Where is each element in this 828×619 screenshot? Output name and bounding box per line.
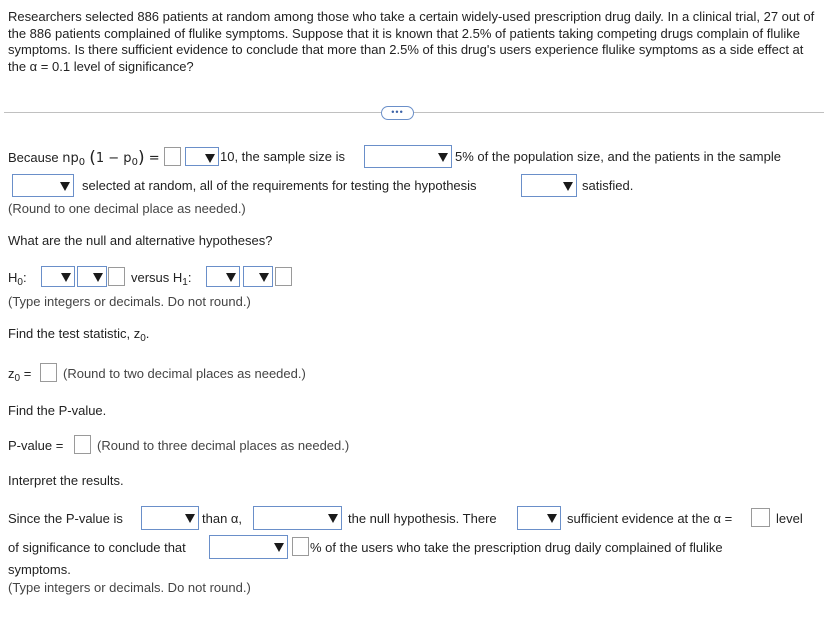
symptoms-text: symptoms. bbox=[8, 562, 71, 577]
h1-parameter-dropdown[interactable] bbox=[206, 266, 240, 287]
h0-operator-dropdown[interactable] bbox=[77, 266, 107, 287]
np-comparison-dropdown[interactable] bbox=[185, 147, 219, 166]
percent-users-text: % of the users who take the prescription drug daily complained of flulike bbox=[310, 540, 723, 555]
pvalue-label: P-value = bbox=[8, 438, 64, 453]
requirements-line-1-prefix bbox=[8, 149, 160, 168]
chevron-down-icon bbox=[226, 273, 236, 282]
patients-selected-dropdown[interactable] bbox=[12, 174, 74, 197]
than-alpha-text: than α, bbox=[202, 511, 243, 526]
show-more-button[interactable]: ••• bbox=[381, 106, 414, 120]
chevron-down-icon bbox=[274, 543, 284, 552]
h0-value-input[interactable] bbox=[108, 267, 125, 286]
question-text: Researchers selected 886 patients at random among those who take a certain widely-used prescription drug daily. In a clinical trial, 27 out of the 886 patients complained of flulike symptoms. Suppose that it is known that 2.5% of patients taking competing drugs complain of flulike symptoms. Is there sufficient evidence to conclude that more than 2.5% of this drug's users experience flulike symptoms as a side effect at the α = 0.1 level of significance? bbox=[8, 9, 815, 74]
test-statistic-hint: (Round to two decimal places as needed.) bbox=[63, 366, 306, 381]
pvalue-comparison-dropdown[interactable] bbox=[141, 506, 199, 530]
percent-value-input[interactable] bbox=[292, 537, 309, 556]
h0-label: $H_0$: bbox=[8, 270, 27, 288]
satisfied-text: satisfied. bbox=[582, 178, 634, 193]
requirements-satisfied-dropdown[interactable] bbox=[521, 174, 577, 197]
chevron-down-icon bbox=[205, 154, 215, 163]
z0-label: $z_0$ = bbox=[8, 366, 32, 384]
chevron-down-icon bbox=[185, 514, 195, 523]
null-hypothesis-text: the null hypothesis. There bbox=[348, 511, 497, 526]
level-text: level bbox=[776, 511, 803, 526]
chevron-down-icon bbox=[60, 182, 70, 191]
versus-h1-label: versus $H_1$: bbox=[131, 270, 192, 288]
decision-dropdown[interactable] bbox=[253, 506, 342, 530]
test-statistic-input[interactable] bbox=[40, 363, 57, 382]
sufficient-evidence-text: sufficient evidence at the α = bbox=[567, 511, 733, 526]
ten-sample-text: 10, the sample size is bbox=[220, 149, 346, 164]
h1-value-input[interactable] bbox=[275, 267, 292, 286]
of-significance-text: of significance to conclude that bbox=[8, 540, 186, 555]
selected-text: selected at random, all of the requirements for testing the hypothesis bbox=[82, 178, 477, 193]
because-label: Because bbox=[8, 150, 59, 165]
chevron-down-icon bbox=[438, 153, 448, 162]
conclusion-comparison-dropdown[interactable] bbox=[209, 535, 288, 559]
interpret-question: Interpret the results. bbox=[8, 473, 124, 488]
since-pvalue-text: Since the P-value is bbox=[8, 511, 123, 526]
chevron-down-icon bbox=[547, 514, 557, 523]
population-text: 5% of the population size, and the patients in the sample bbox=[455, 149, 781, 164]
chevron-down-icon bbox=[61, 273, 71, 282]
hypotheses-hint: (Type integers or decimals. Do not round.) bbox=[8, 294, 251, 309]
section-divider bbox=[4, 112, 824, 113]
h1-operator-dropdown[interactable] bbox=[243, 266, 273, 287]
chevron-down-icon bbox=[328, 514, 338, 523]
pvalue-hint: (Round to three decimal places as needed.) bbox=[97, 438, 350, 453]
sample-size-dropdown[interactable] bbox=[364, 145, 452, 168]
round-one-hint: (Round to one decimal place as needed.) bbox=[8, 201, 246, 216]
np-formula: $np_0$ $(1 - p_0)$ = bbox=[62, 148, 160, 168]
pvalue-input[interactable] bbox=[74, 435, 91, 454]
interpret-hint: (Type integers or decimals. Do not round.) bbox=[8, 580, 251, 595]
chevron-down-icon bbox=[563, 182, 573, 191]
chevron-down-icon bbox=[259, 273, 269, 282]
test-statistic-question: Find the test statistic, $z_0$. bbox=[8, 326, 150, 344]
evidence-dropdown[interactable] bbox=[517, 506, 561, 530]
chevron-down-icon bbox=[93, 273, 103, 282]
h0-parameter-dropdown[interactable] bbox=[41, 266, 75, 287]
alpha-level-input[interactable] bbox=[751, 508, 770, 527]
hypotheses-question: What are the null and alternative hypotheses? bbox=[8, 233, 273, 248]
np-value-input[interactable] bbox=[164, 147, 181, 166]
pvalue-question: Find the P-value. bbox=[8, 403, 107, 418]
